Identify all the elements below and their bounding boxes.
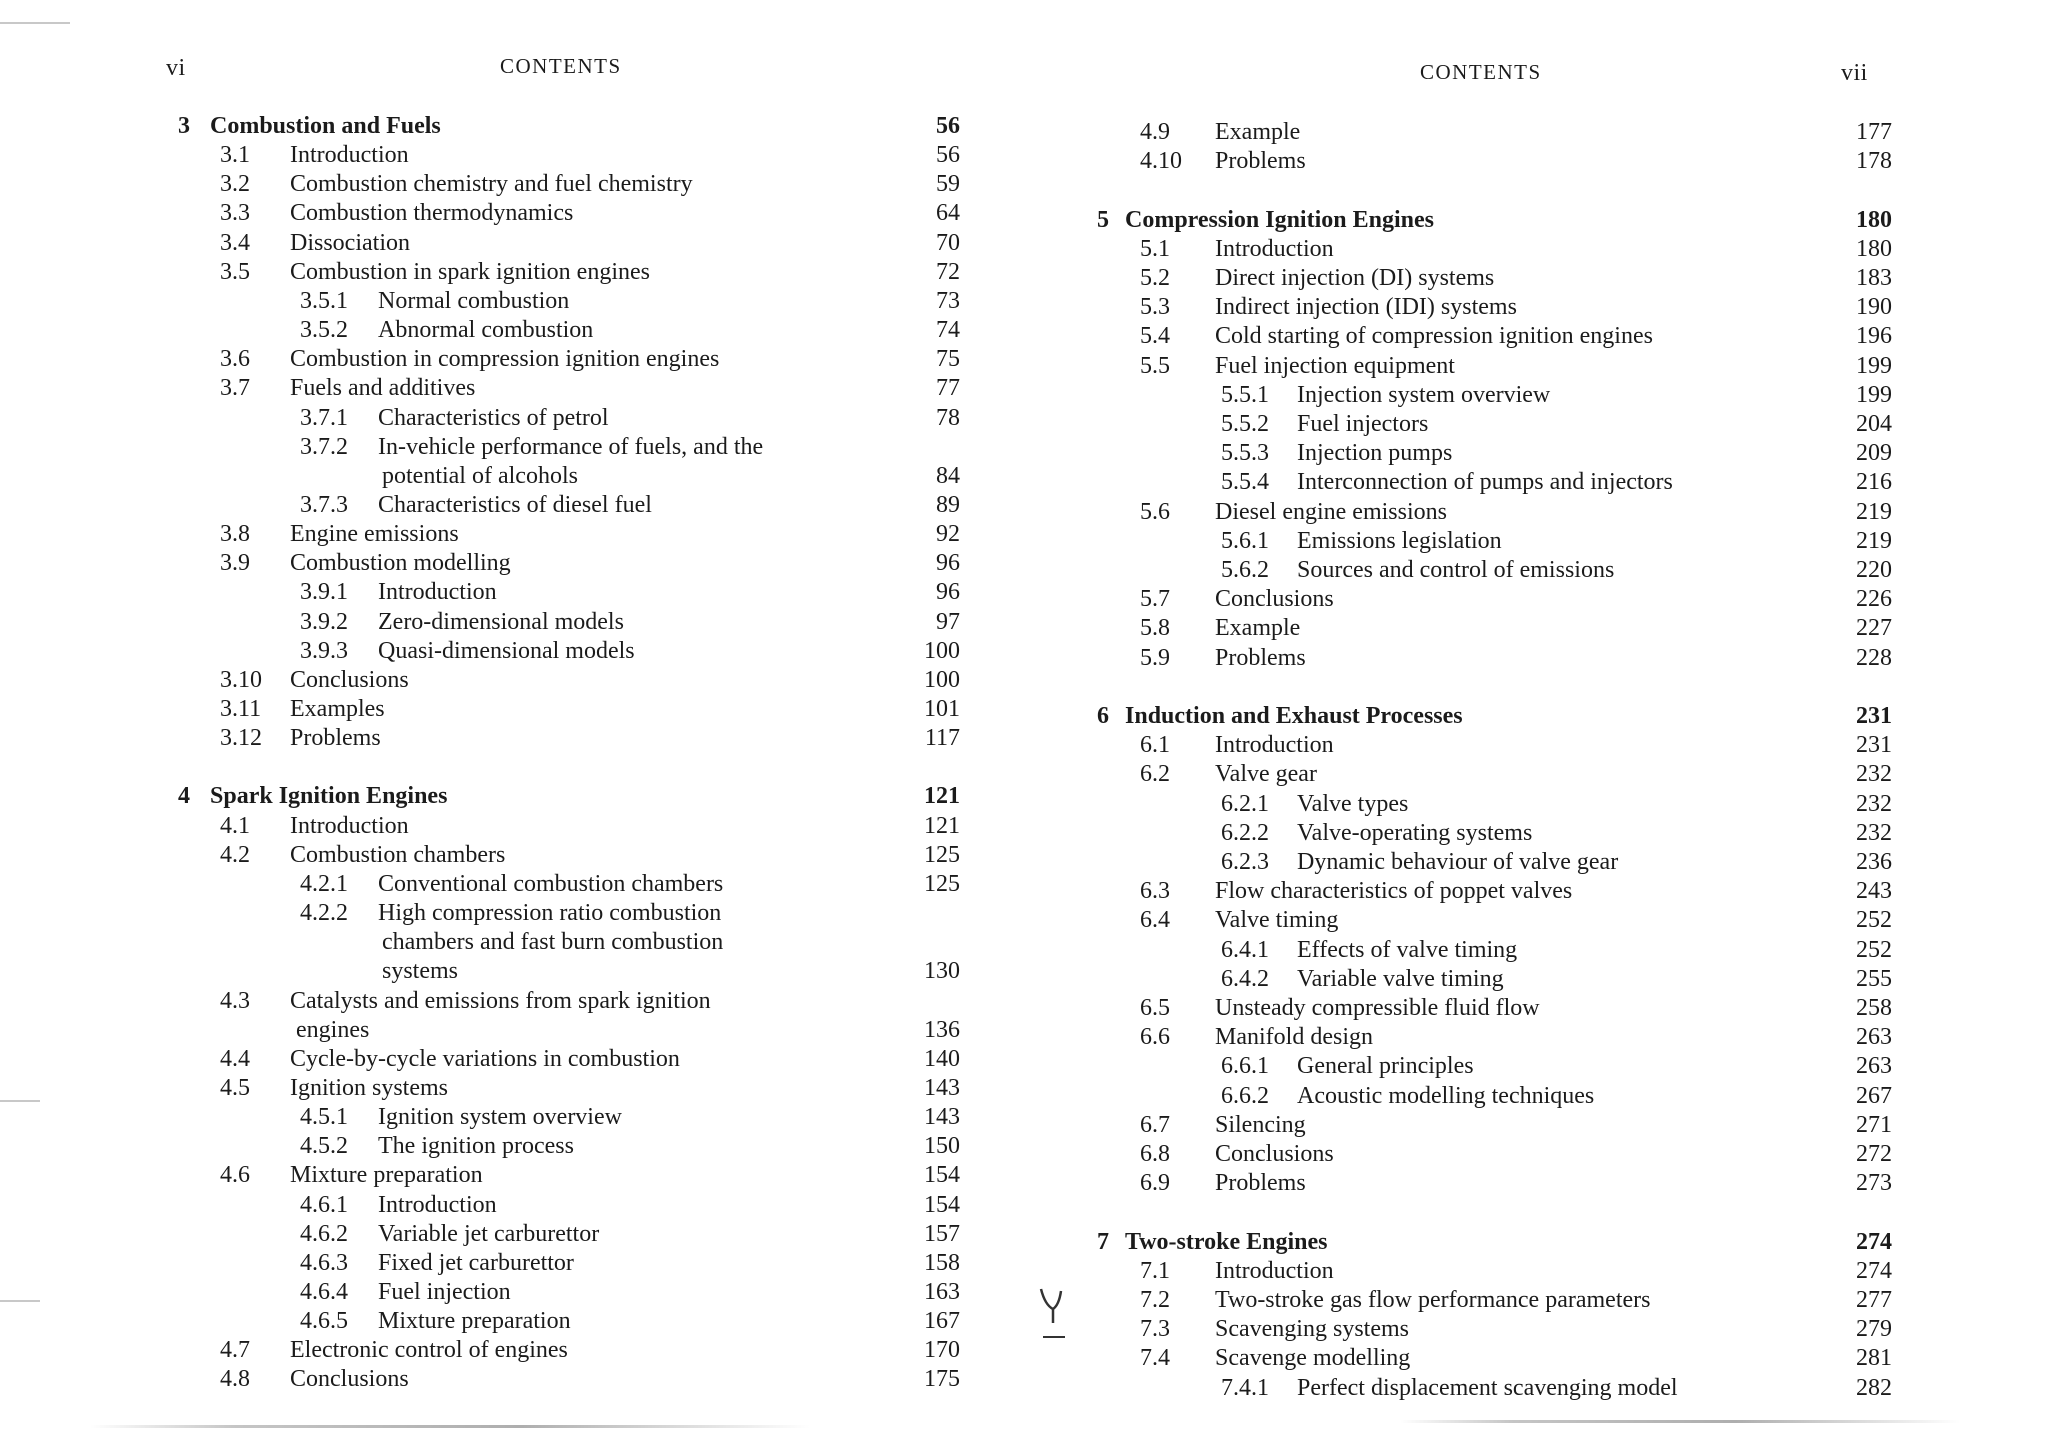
toc-entry-title: Mixture preparation — [378, 1308, 571, 1335]
toc-entry-number: 4.6.2 — [300, 1220, 348, 1247]
toc-entry-page: 196 — [1856, 323, 1892, 350]
toc-entry-page: 96 — [936, 579, 960, 606]
toc-entry-page: 267 — [1856, 1082, 1892, 1109]
toc-entry-page: 226 — [1856, 586, 1892, 613]
toc-entry-title: Combustion chemistry and fuel chemistry — [290, 171, 693, 198]
toc-entry-title: Emissions legislation — [1297, 527, 1502, 554]
toc-entry-number: 7.4 — [1140, 1345, 1170, 1372]
toc-entry-number: 3.6 — [220, 346, 250, 373]
toc-entry-number: 3.9.3 — [300, 637, 348, 664]
toc-entry-page: 97 — [936, 608, 960, 635]
toc-entry-number: 6.4.1 — [1221, 936, 1269, 963]
toc-entry-page: 84 — [936, 462, 960, 489]
right-page — [1075, 0, 1895, 1448]
toc-entry-number: 4.6.4 — [300, 1279, 348, 1305]
toc-entry-title: Effects of valve timing — [1297, 936, 1518, 963]
toc-entry-number: 4.6 — [220, 1162, 250, 1189]
toc-entry-page: 231 — [1856, 703, 1892, 729]
toc-entry-page: 199 — [1856, 381, 1892, 408]
toc-entry-title: Fuels and additives — [290, 375, 476, 402]
toc-entry-title: Cold starting of compression ignition engines — [1215, 323, 1653, 350]
toc-entry-number: 5.5.4 — [1221, 469, 1269, 496]
toc-entry-number: 6.9 — [1140, 1170, 1170, 1197]
toc-entry-title: Conclusions — [290, 1366, 409, 1393]
toc-entry-page: 258 — [1856, 995, 1892, 1021]
toc-entry-page: 282 — [1856, 1374, 1892, 1401]
toc-entry-title: Conclusions — [1215, 1141, 1334, 1167]
toc-entry-page: 277 — [1856, 1287, 1892, 1313]
toc-entry-title: Introduction — [1215, 732, 1334, 759]
toc-entry-number: 4.6.5 — [300, 1308, 348, 1335]
toc-entry-number: 6.2.2 — [1221, 819, 1269, 846]
toc-entry-number: 4.5.2 — [300, 1133, 348, 1160]
toc-entry-number: 3.5.2 — [300, 317, 348, 344]
toc-entry-number: 4.9 — [1140, 119, 1170, 145]
toc-entry-title: Quasi-dimensional models — [378, 637, 635, 664]
toc-entry-page: 77 — [936, 375, 960, 402]
running-head: CONTENTS — [500, 54, 622, 78]
toc-entry-page: 273 — [1856, 1170, 1892, 1197]
toc-entry-title: Combustion modelling — [290, 550, 511, 577]
toc-entry-page: 64 — [936, 200, 960, 227]
toc-entry-number: 4.3 — [220, 987, 250, 1014]
toc-entry-title: Fuel injection — [378, 1279, 511, 1305]
toc-entry-title: systems — [382, 958, 459, 985]
toc-entry-title: Conclusions — [290, 666, 409, 693]
toc-entry-page: 74 — [936, 317, 960, 344]
toc-entry-number: 5.5.2 — [1221, 411, 1269, 437]
toc-entry-number: 6.4 — [1140, 907, 1170, 934]
toc-entry-number: 6.6 — [1140, 1024, 1170, 1051]
toc-entry-title: Problems — [1215, 1170, 1306, 1197]
toc-entry-number: 7.1 — [1140, 1257, 1170, 1284]
toc-entry-page: 73 — [936, 287, 960, 314]
toc-entry-page: 228 — [1856, 644, 1892, 671]
toc-entry-title: potential of alcohols — [382, 462, 578, 489]
toc-entry-page: 70 — [936, 229, 960, 256]
toc-entry-page: 158 — [924, 1249, 960, 1276]
toc-entry-title: Compression Ignition Engines — [1125, 206, 1434, 233]
toc-entry-page: 154 — [924, 1162, 960, 1189]
toc-entry-title: Injection system overview — [1297, 381, 1551, 408]
toc-entry-page: 150 — [924, 1133, 960, 1160]
toc-entry-number: 6.8 — [1140, 1141, 1170, 1167]
toc-entry-title: Problems — [290, 725, 381, 752]
toc-entry-number: 5.8 — [1140, 615, 1170, 642]
toc-entry-number: 6.2.3 — [1221, 849, 1269, 875]
toc-entry-title: Two-stroke gas flow performance parameters — [1215, 1287, 1651, 1313]
toc-entry-title: Introduction — [378, 1191, 497, 1218]
toc-entry-title: Introduction — [1215, 235, 1334, 262]
toc-entry-number: 4.2.2 — [300, 900, 348, 927]
toc-entry-title: Flow characteristics of poppet valves — [1215, 878, 1573, 905]
toc-entry-number: 4.2 — [220, 841, 250, 868]
scan-edge-mark — [0, 1100, 40, 1102]
toc-entry-title: Problems — [1215, 644, 1306, 671]
toc-entry-number: 4.8 — [220, 1366, 250, 1393]
toc-entry-page: 274 — [1856, 1228, 1892, 1255]
toc-entry-number: 3.11 — [220, 696, 262, 722]
toc-entry-number: 3.9 — [220, 550, 250, 577]
toc-entry-title: Combustion in compression ignition engines — [290, 346, 720, 373]
toc-entry-title: Indirect injection (IDI) systems — [1215, 294, 1517, 321]
toc-entry-title: Induction and Exhaust Processes — [1125, 703, 1463, 729]
toc-entry-page: 252 — [1856, 907, 1892, 934]
toc-entry-title: Catalysts and emissions from spark ignition — [290, 987, 711, 1014]
toc-entry-number: 5.6 — [1140, 498, 1170, 525]
toc-entry-number: 6.2 — [1140, 761, 1170, 788]
toc-entry-title: Variable valve timing — [1297, 965, 1504, 992]
toc-entry-page: 89 — [936, 491, 960, 518]
toc-entry-number: 5.9 — [1140, 644, 1170, 671]
toc-entry-page: 143 — [924, 1104, 960, 1131]
toc-entry-number: 3.12 — [220, 725, 262, 752]
toc-entry-title: Fixed jet carburettor — [378, 1249, 574, 1276]
toc-entry-number: 5.5.1 — [1221, 381, 1269, 408]
toc-entry-title: General principles — [1297, 1053, 1474, 1080]
toc-entry-title: Variable jet carburettor — [378, 1220, 600, 1247]
toc-entry-number: 4 — [178, 783, 190, 810]
toc-entry-number: 3.8 — [220, 521, 250, 548]
toc-entry-title: Sources and control of emissions — [1297, 557, 1615, 583]
toc-entry-title: Combustion in spark ignition engines — [290, 258, 650, 285]
toc-entry-number: 3.10 — [220, 666, 262, 693]
toc-entry-number: 4.4 — [220, 1045, 250, 1072]
toc-entry-number: 3.1 — [220, 142, 250, 169]
toc-entry-page: 231 — [1856, 732, 1892, 759]
toc-entry-title: Valve-operating systems — [1297, 819, 1533, 846]
toc-entry-page: 255 — [1856, 965, 1892, 992]
toc-entry-title: Ignition system overview — [378, 1104, 622, 1131]
toc-entry-page: 227 — [1856, 615, 1892, 642]
toc-entry-title: Introduction — [290, 142, 409, 169]
toc-entry-title: Two-stroke Engines — [1125, 1228, 1328, 1255]
toc-entry-number: 4.2.1 — [300, 870, 348, 897]
toc-entry-page: 157 — [924, 1220, 960, 1247]
toc-entry-number: 5.4 — [1140, 323, 1170, 350]
toc-entry-title: Valve gear — [1215, 761, 1317, 788]
toc-entry-number: 3.5.1 — [300, 287, 348, 314]
toc-entry-title: Spark Ignition Engines — [210, 783, 448, 810]
toc-entry-page: 100 — [924, 666, 960, 693]
toc-entry-page: 236 — [1856, 849, 1892, 875]
toc-entry-title: Diesel engine emissions — [1215, 498, 1447, 525]
toc-entry-number: 3.7 — [220, 375, 250, 402]
toc-entry-title: Mixture preparation — [290, 1162, 483, 1189]
toc-entry-title: The ignition process — [378, 1133, 574, 1160]
toc-entry-number: 5.3 — [1140, 294, 1170, 321]
toc-entry-title: In-vehicle performance of fuels, and the — [378, 433, 764, 460]
toc-entry-page: 180 — [1856, 206, 1892, 233]
toc-entry-page: 219 — [1856, 498, 1892, 525]
toc-entry-title: Acoustic modelling techniques — [1297, 1082, 1595, 1109]
toc-entry-page: 219 — [1856, 527, 1892, 554]
toc-entry-title: Fuel injection equipment — [1215, 352, 1455, 379]
toc-entry-page: 72 — [936, 258, 960, 285]
toc-entry-title: Introduction — [378, 579, 497, 606]
toc-entry-number: 4.6.1 — [300, 1191, 348, 1218]
toc-entry-page: 100 — [924, 637, 960, 664]
toc-entry-title: Perfect displacement scavenging model — [1297, 1374, 1678, 1401]
toc-entry-number: 6.7 — [1140, 1111, 1170, 1138]
toc-entry-title: Injection pumps — [1297, 440, 1453, 467]
toc-entry-title: Characteristics of diesel fuel — [378, 491, 652, 518]
toc-entry-page: 232 — [1856, 761, 1892, 788]
toc-entry-title: Valve types — [1297, 790, 1409, 817]
toc-entry-number: 3 — [178, 113, 190, 139]
toc-entry-number: 6.6.1 — [1221, 1053, 1269, 1080]
toc-entry-page: 56 — [936, 113, 960, 139]
toc-entry-page: 170 — [924, 1337, 960, 1364]
toc-entry-title: Interconnection of pumps and injectors — [1297, 469, 1673, 496]
toc-entry-title: Abnormal combustion — [378, 317, 594, 344]
toc-entry-page: 190 — [1856, 294, 1892, 321]
toc-entry-title: Valve timing — [1215, 907, 1339, 934]
toc-entry-page: 199 — [1856, 352, 1892, 379]
toc-entry-page: 96 — [936, 550, 960, 577]
toc-entry-page: 125 — [924, 841, 960, 868]
toc-entry-page: 154 — [924, 1191, 960, 1218]
toc-entry-number: 3.3 — [220, 200, 250, 227]
toc-entry-title: Electronic control of engines — [290, 1337, 568, 1364]
toc-entry-page: 92 — [936, 521, 960, 548]
toc-entry-page: 183 — [1856, 265, 1892, 291]
toc-entry-page: 263 — [1856, 1024, 1892, 1051]
page-number: vii — [1841, 60, 1868, 86]
toc-entry-number: 4.5 — [220, 1074, 250, 1101]
toc-entry-title: Problems — [1215, 148, 1306, 175]
toc-entry-title: Direct injection (DI) systems — [1215, 265, 1495, 291]
toc-entry-title: Characteristics of petrol — [378, 404, 609, 431]
toc-entry-number: 3.7.3 — [300, 491, 348, 518]
toc-entry-number: 3.7.1 — [300, 404, 348, 431]
toc-entry-number: 4.10 — [1140, 148, 1182, 175]
toc-entry-page: 121 — [924, 783, 960, 810]
toc-entry-page: 117 — [924, 725, 960, 752]
toc-entry-number: 3.4 — [220, 229, 250, 256]
toc-entry-number: 3.5 — [220, 258, 250, 285]
toc-entry-page: 274 — [1856, 1257, 1892, 1284]
toc-entry-number: 6.1 — [1140, 732, 1170, 759]
toc-entry-title: Normal combustion — [378, 287, 570, 314]
toc-entry-page: 140 — [924, 1045, 960, 1072]
toc-entry-page: 56 — [936, 142, 960, 169]
toc-entry-number: 6.5 — [1140, 995, 1170, 1021]
toc-entry-page: 272 — [1856, 1141, 1892, 1167]
toc-entry-title: Conclusions — [1215, 586, 1334, 613]
toc-entry-number: 5.5.3 — [1221, 440, 1269, 467]
toc-entry-number: 5.1 — [1140, 235, 1170, 262]
toc-entry-page: 232 — [1856, 819, 1892, 846]
toc-entry-title: Examples — [290, 696, 385, 722]
page-number: vi — [166, 55, 186, 81]
toc-entry-number: 7.2 — [1140, 1287, 1170, 1313]
toc-entry-page: 209 — [1856, 440, 1892, 467]
running-head: CONTENTS — [1420, 60, 1542, 84]
toc-entry-number: 6.4.2 — [1221, 965, 1269, 992]
toc-entry-title: Dynamic behaviour of valve gear — [1297, 849, 1619, 875]
toc-entry-number: 6.3 — [1140, 878, 1170, 905]
toc-entry-title: High compression ratio combustion — [378, 900, 722, 927]
toc-entry-number: 5.6.1 — [1221, 527, 1269, 554]
toc-entry-number: 6.2.1 — [1221, 790, 1269, 817]
toc-entry-number: 5.6.2 — [1221, 557, 1269, 583]
toc-entry-title: Dissociation — [290, 229, 410, 256]
toc-entry-title: Engine emissions — [290, 521, 459, 548]
toc-entry-page: 232 — [1856, 790, 1892, 817]
toc-entry-page: 143 — [924, 1074, 960, 1101]
toc-entry-page: 121 — [924, 812, 960, 839]
toc-entry-page: 279 — [1856, 1316, 1892, 1343]
toc-entry-title: Unsteady compressible fluid flow — [1215, 995, 1540, 1021]
toc-entry-title: Manifold design — [1215, 1024, 1373, 1051]
toc-entry-page: 59 — [936, 171, 960, 198]
toc-entry-title: Example — [1215, 119, 1301, 145]
toc-entry-page: 78 — [936, 404, 960, 431]
toc-entry-number: 4.6.3 — [300, 1249, 348, 1276]
toc-entry-page: 281 — [1856, 1345, 1892, 1372]
toc-entry-title: Combustion and Fuels — [210, 113, 441, 139]
toc-entry-number: 7 — [1097, 1228, 1109, 1255]
toc-entry-number: 3.2 — [220, 171, 250, 198]
toc-entry-title: Silencing — [1215, 1111, 1306, 1138]
toc-entry-number: 7.3 — [1140, 1316, 1170, 1343]
toc-entry-page: 180 — [1856, 235, 1892, 262]
toc-entry-title: Scavenge modelling — [1215, 1345, 1411, 1372]
handwritten-mark — [1035, 1283, 1075, 1343]
toc-entry-page: 204 — [1856, 411, 1892, 437]
toc-entry-page: 216 — [1856, 469, 1892, 496]
toc-entry-page: 125 — [924, 870, 960, 897]
toc-entry-number: 5.2 — [1140, 265, 1170, 291]
toc-entry-number: 3.7.2 — [300, 433, 348, 460]
toc-entry-page: 252 — [1856, 936, 1892, 963]
toc-entry-title: chambers and fast burn combustion — [382, 929, 724, 956]
toc-entry-page: 178 — [1856, 148, 1892, 175]
toc-entry-title: Zero-dimensional models — [378, 608, 624, 635]
toc-entry-title: Introduction — [1215, 1257, 1334, 1284]
toc-entry-page: 243 — [1856, 878, 1892, 905]
left-page — [160, 0, 960, 1448]
toc-entry-page: 271 — [1856, 1111, 1892, 1138]
toc-entry-page: 175 — [924, 1366, 960, 1393]
toc-entry-page: 130 — [924, 958, 960, 985]
toc-entry-page: 167 — [924, 1308, 960, 1335]
toc-entry-title: Introduction — [290, 812, 409, 839]
toc-entry-number: 3.9.2 — [300, 608, 348, 635]
toc-entry-page: 136 — [924, 1016, 960, 1043]
toc-entry-title: Combustion thermodynamics — [290, 200, 574, 227]
toc-entry-number: 3.9.1 — [300, 579, 348, 606]
toc-entry-title: Ignition systems — [290, 1074, 449, 1101]
toc-entry-title: Example — [1215, 615, 1301, 642]
toc-entry-title: Cycle-by-cycle variations in combustion — [290, 1045, 680, 1072]
scan-edge-mark — [0, 22, 70, 24]
toc-entry-page: 75 — [936, 346, 960, 373]
toc-entry-title: Scavenging systems — [1215, 1316, 1409, 1343]
toc-entry-page: 163 — [924, 1279, 960, 1305]
toc-entry-number: 5 — [1097, 206, 1109, 233]
toc-entry-page: 177 — [1856, 119, 1892, 145]
toc-entry-number: 4.5.1 — [300, 1104, 348, 1131]
scan-edge-mark — [0, 1300, 40, 1302]
toc-entry-number: 4.1 — [220, 812, 250, 839]
toc-entry-title: Conventional combustion chambers — [378, 870, 724, 897]
toc-entry-page: 220 — [1856, 557, 1892, 583]
toc-entry-number: 6.6.2 — [1221, 1082, 1269, 1109]
toc-entry-title: Fuel injectors — [1297, 411, 1429, 437]
toc-entry-number: 6 — [1097, 703, 1109, 729]
toc-entry-title: Combustion chambers — [290, 841, 506, 868]
toc-entry-number: 5.7 — [1140, 586, 1170, 613]
toc-entry-page: 101 — [924, 696, 960, 722]
toc-entry-number: 4.7 — [220, 1337, 250, 1364]
toc-entry-number: 5.5 — [1140, 352, 1170, 379]
toc-entry-number: 7.4.1 — [1221, 1374, 1269, 1401]
toc-entry-page: 263 — [1856, 1053, 1892, 1080]
toc-entry-title: engines — [296, 1016, 370, 1043]
